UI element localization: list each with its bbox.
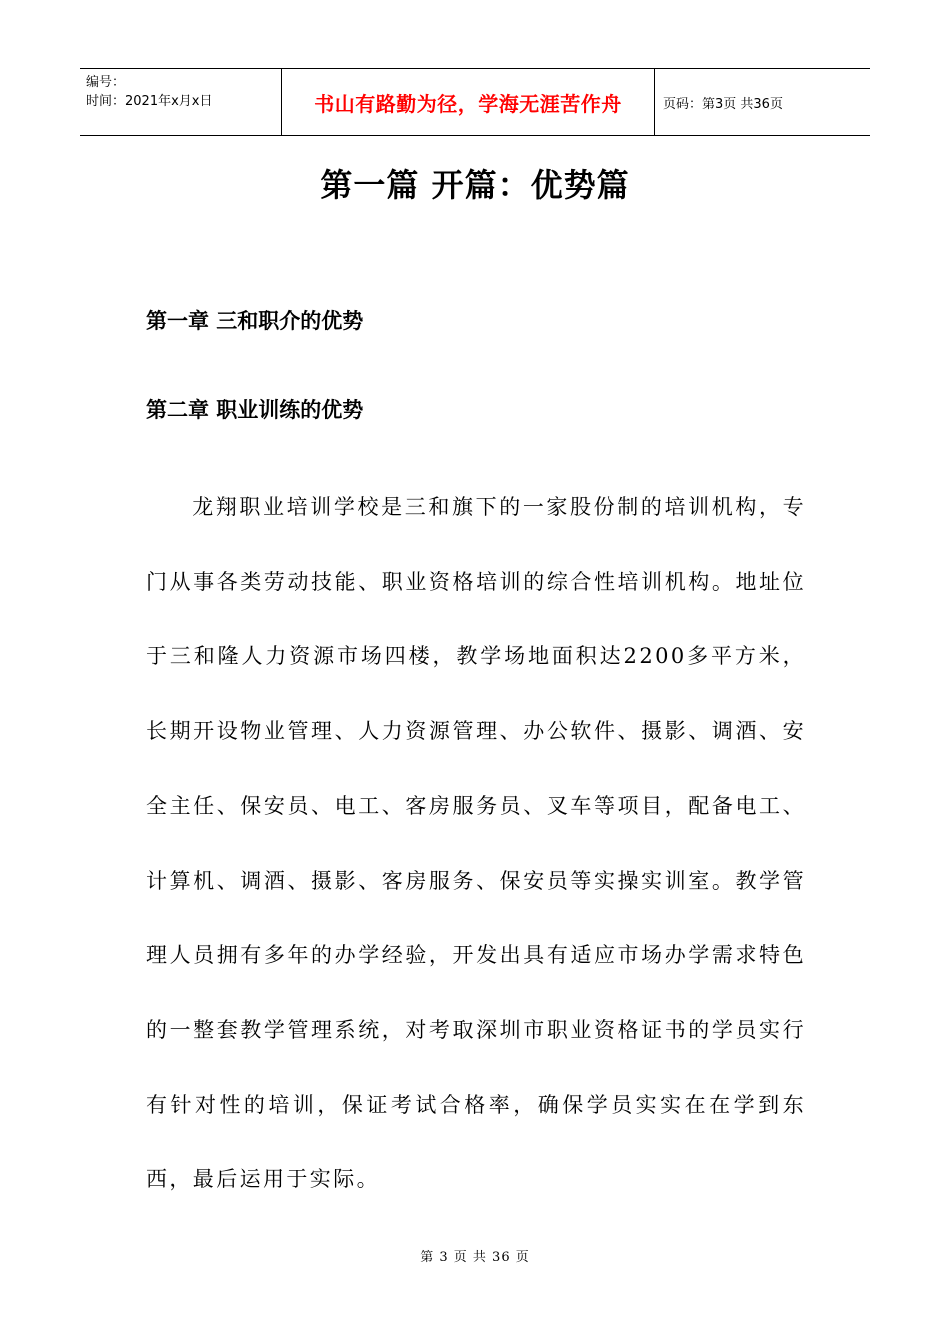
header-motto: 书山有路勤为径，学海无涯苦作舟 — [281, 69, 655, 135]
document-date-label: 时间：2021年x月x日 — [86, 94, 213, 109]
page-footer: 第 3 页 共 36 页 — [420, 1250, 530, 1265]
header-left-cell — [80, 69, 281, 135]
header-table — [80, 68, 870, 136]
body-paragraph: 龙翔职业培训学校是三和旗下的一家股份制的培训机构，专门从事各类劳动技能、职业资格培训的综合性培训机构。地址位于三和隆人力资源市场四楼，教学场地面积达2200多平方米，长期开设物业管理、人力资源管理、办公软件、摄影、调酒、安全主任、保安员、电工、客房服务员、叉车等项目，配备电工、计算机、调酒、摄影、客房服务、保安员等实操实训室。教学管理人员拥有多年的办学经验，开发出具有适应市场办学需求特色的一整套教学管理系统，对考取深圳市职业资格证书的学员实行有针对性的培训，保证考试合格率，确保学员实实在在学到东西，最后运用于实际。 — [146, 495, 806, 1192]
header-page-info: 页码：第3页 共36页 — [663, 96, 783, 112]
chapter-heading-1: 第一章 三和职介的优势 — [146, 309, 364, 333]
document-number-label: 编号： — [86, 75, 126, 90]
document-title: 第一篇 开篇：优势篇 — [320, 166, 630, 204]
chapter-heading-2: 第二章 职业训练的优势 — [146, 398, 364, 422]
